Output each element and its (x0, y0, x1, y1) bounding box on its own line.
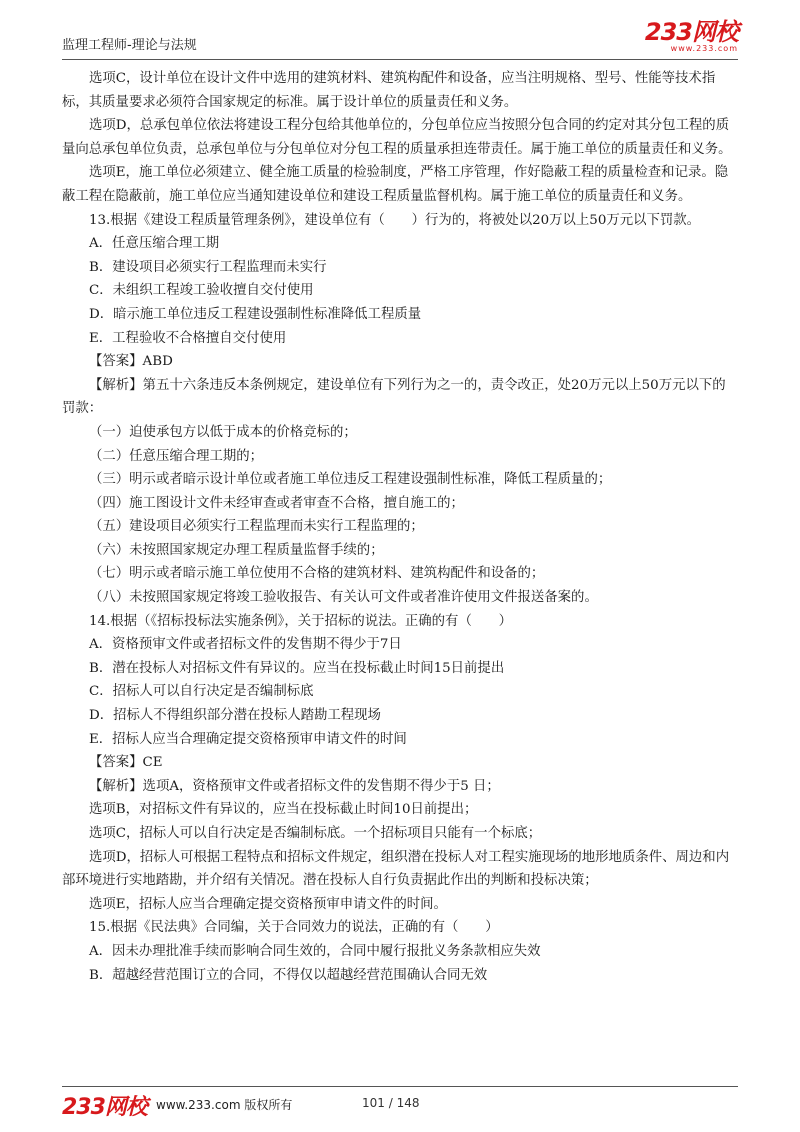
page-header (62, 16, 738, 58)
paragraph: A．因未办理批准手续而影响合同生效的，合同中履行报批义务条款相应失效 (89, 943, 541, 959)
paragraph: B．潜在投标人对招标文件有异议的。应当在投标截止时间15日前提出 (89, 660, 505, 676)
paragraph: 【答案】ABD (89, 354, 173, 370)
paragraph: 14.根据（《招标投标法实施条例》，关于招标的说法。正确的有（ ） (89, 613, 513, 629)
footer-copyright: www.233.com 版权所有 (156, 1098, 293, 1112)
paragraph: 【答案】CE (89, 755, 163, 771)
page-footer (62, 1090, 738, 1120)
document-body (62, 67, 738, 987)
footer-logo: 233网校 (62, 1095, 147, 1120)
logo-url: www.233.com (670, 44, 738, 53)
paragraph: 选项D，招标人可根据工程特点和招标文件规定，组织潜在投标人对工程实施现场的地形地质条件、周边和内部环境进行实地踏勘，并介绍有关情况。潜在投标人自行负责据此作出的判断和投标决策； (62, 849, 730, 889)
paragraph: D．暗示施工单位违反工程建设强制性标准降低工程质量 (89, 306, 422, 322)
paragraph: （四）施工图设计文件未经审查或者审查不合格，擅自施工的； (89, 495, 464, 511)
paragraph: 【解析】选项A，资格预审文件或者招标文件的发售期不得少于5 日； (89, 778, 500, 794)
paragraph: 选项C，招标人可以自行决定是否编制标底。一个招标项目只能有一个标底； (89, 826, 542, 841)
paragraph: A．任意压缩合理工期 (89, 236, 220, 252)
header-divider (62, 59, 738, 60)
footer-divider (62, 1086, 738, 1087)
paragraph: 选项E，施工单位必须建立、健全施工质量的检验制度，严格工序管理，作好隐蔽工程的质量检查和记录。隐蔽工程在隐蔽前，施工单位应当通知建设单位和建设工程质量监督机构。属于施工单位的质量责任和义务。 (62, 165, 729, 204)
paragraph: E．工程验收不合格擅自交付使用 (89, 330, 287, 346)
paragraph: （三）明示或者暗示设计单位或者施工单位违反工程建设强制性标准，降低工程质量的； (89, 472, 612, 488)
paragraph: E．招标人应当合理确定提交资格预审申请文件的时间 (89, 731, 407, 747)
logo-mark: 233网校 (644, 18, 738, 46)
paragraph: （七）明示或者暗示施工单位使用不合格的建筑材料、建筑构配件和设备的； (89, 566, 545, 582)
paragraph: 选项C，设计单位在设计文件中选用的建筑材料、建筑构配件和设备，应当注明规格、型号、性能等技术指标，其质量要求必须符合国家规定的标准。属于设计单位的质量责任和义务。 (62, 71, 716, 110)
paragraph: B．超越经营范围订立的合同，不得仅以超越经营范围确认合同无效 (89, 967, 488, 983)
paragraph: （八）未按照国家规定将竣工验收报告、有关认可文件或者准许使用文件报送备案的。 (89, 590, 598, 606)
paragraph: 【解析】第五十六条违反本条例规定，建设单位有下列行为之一的，责令改正，处20万元以上50万元以下的罚款： (62, 377, 726, 417)
paragraph: D．招标人不得组织部分潜在投标人踏勘工程现场 (89, 708, 381, 724)
paragraph: C．未组织工程竣工验收擅自交付使用 (89, 283, 314, 299)
paragraph: （二）任意压缩合理工期的； (89, 448, 264, 464)
paragraph: 选项D，总承包单位依法将建设工程分包给其他单位的，分包单位应当按照分包合同的约定对其分包工程的质量向总承包单位负责，总承包单位与分包单位对分包工程的质量承担连带责任。属于施工单位的质量责任和义务。 (62, 118, 732, 157)
paragraph: C．招标人可以自行决定是否编制标底 (89, 684, 314, 700)
paragraph: （六）未按照国家规定办理工程质量监督手续的； (89, 542, 384, 558)
paragraph: A．资格预审文件或者招标文件的发售期不得少于7日 (89, 637, 402, 653)
brand-logo[interactable] (645, 20, 738, 53)
page-number: 101 / 148 (362, 1096, 420, 1110)
paragraph: 选项E，招标人应当合理确定提交资格预审申请文件的时间。 (89, 896, 447, 912)
paragraph: B．建设项目必须实行工程监理而未实行 (89, 259, 327, 275)
paragraph: （一）迫使承包方以低于成本的价格竞标的； (89, 424, 357, 440)
header-title: 监理工程师-理论与法规 (62, 38, 197, 53)
paragraph: （五）建设项目必须实行工程监理而未实行工程监理的； (89, 519, 424, 535)
paragraph: 13.根据《建设工程质量管理条例》，建设单位有（ ）行为的，将被处以20万以上50万元以下罚款。 (89, 212, 701, 228)
paragraph: 选项B，对招标文件有异议的，应当在投标截止时间10日前提出； (89, 802, 478, 818)
paragraph: 15.根据《民法典》合同编，关于合同效力的说法，正确的有（ ） (89, 920, 499, 936)
